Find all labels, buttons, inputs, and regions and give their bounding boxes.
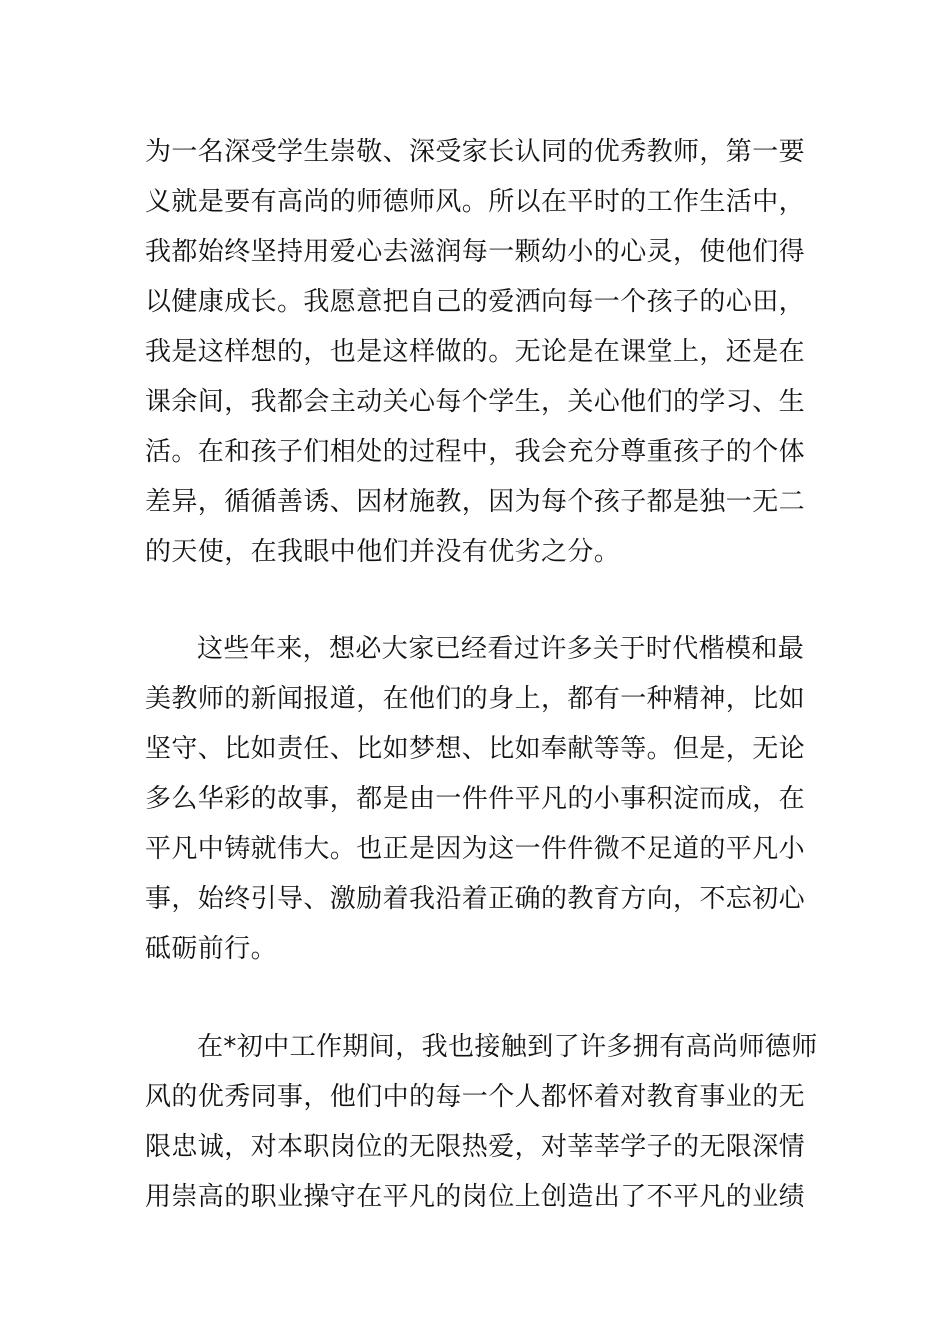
paragraph-line: 课余间，我都会主动关心每个学生，关心他们的学习、生 xyxy=(145,387,806,417)
paragraph-line: 坚守、比如责任、比如梦想、比如奉献等等。但是，无论 xyxy=(145,734,806,764)
paragraph-line: 差异，循循善诱、因材施教，因为每个孩子都是独一无二 xyxy=(145,487,806,517)
paragraph-line: 活。在和孩子们相处的过程中，我会充分尊重孩子的个体 xyxy=(145,437,806,467)
paragraph-line: 以健康成长。我愿意把自己的爱洒向每一个孩子的心田， xyxy=(145,287,806,317)
paragraph-line: 多么华彩的故事，都是由一件件平凡的小事积淀而成，在 xyxy=(145,784,806,814)
paragraph-line: 义就是要有高尚的师德师风。所以在平时的工作生活中， xyxy=(145,187,806,217)
paragraph-line: 为一名深受学生崇敬、深受家长认同的优秀教师，第一要 xyxy=(145,137,806,167)
paragraph-line: 事，始终引导、激励着我沿着正确的教育方向，不忘初心 xyxy=(145,884,806,914)
paragraph-line: 限忠诚，对本职岗位的无限热爱，对莘莘学子的无限深情 xyxy=(145,1132,806,1162)
paragraph-line: 砥砺前行。 xyxy=(145,934,278,964)
paragraph-line: 平凡中铸就伟大。也正是因为这一件件微不足道的平凡小 xyxy=(145,834,806,864)
paragraph-line: 在*初中工作期间，我也接触到了许多拥有高尚师德师 xyxy=(197,1032,818,1062)
paragraph-line: 这些年来，想必大家已经看过许多关于时代楷模和最 xyxy=(197,634,805,664)
paragraph-line: 用崇高的职业操守在平凡的岗位上创造出了不平凡的业绩 xyxy=(145,1182,806,1212)
paragraph-line: 我是这样想的，也是这样做的。无论是在课堂上，还是在 xyxy=(145,337,806,367)
paragraph-line: 美教师的新闻报道，在他们的身上，都有一种精神，比如 xyxy=(145,684,806,714)
paragraph-line: 风的优秀同事，他们中的每一个人都怀着对教育事业的无 xyxy=(145,1082,806,1112)
paragraph-line: 我都始终坚持用爱心去滋润每一颗幼小的心灵，使他们得 xyxy=(145,237,806,267)
paragraph-line: 的天使，在我眼中他们并没有优劣之分。 xyxy=(145,537,621,567)
